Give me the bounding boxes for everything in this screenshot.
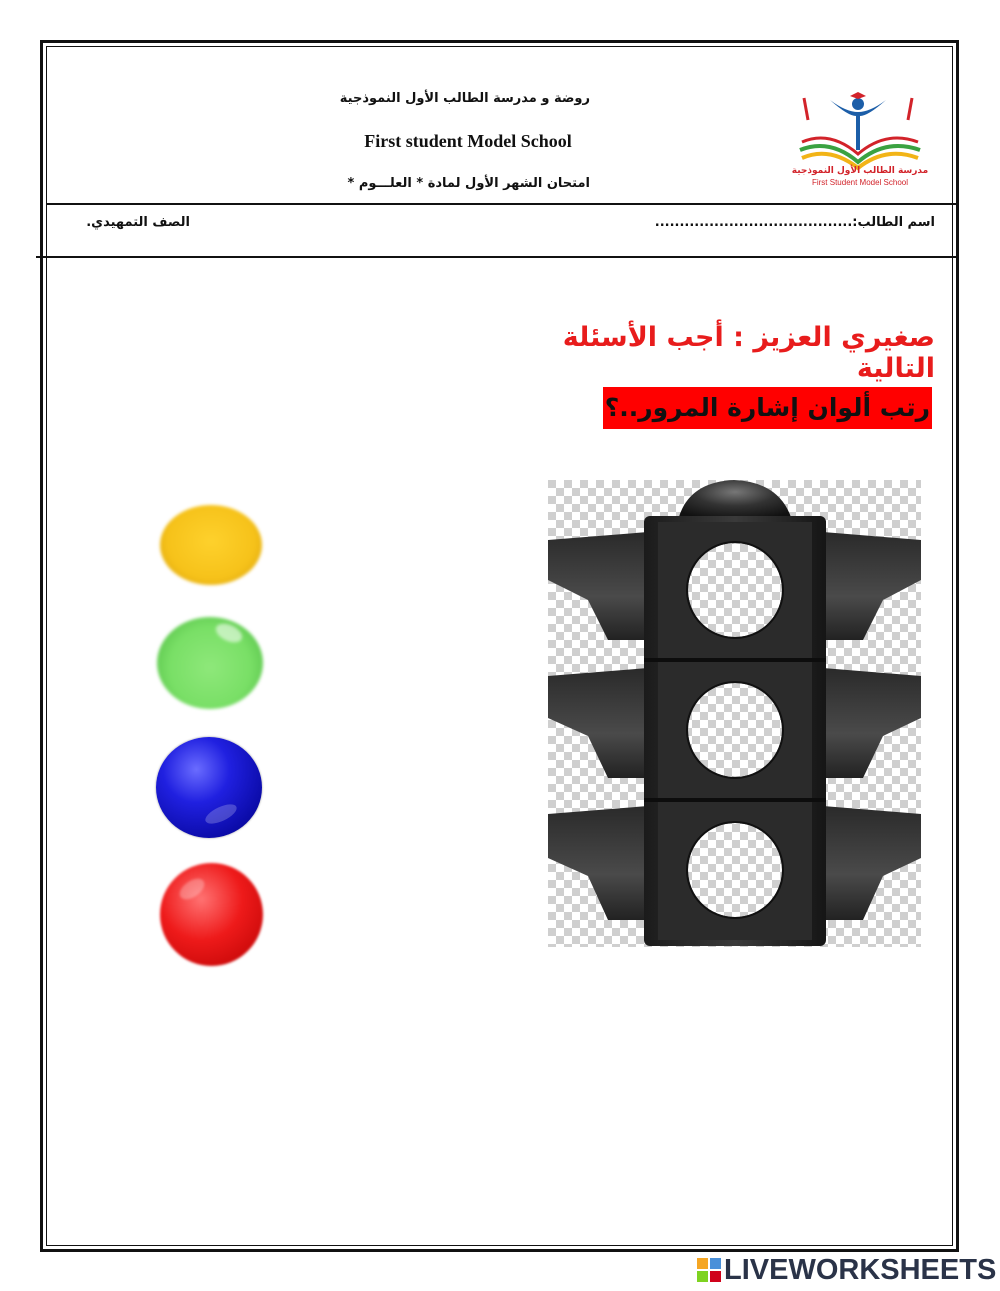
blue-light-option[interactable]: [156, 737, 262, 838]
red-light-option[interactable]: [160, 863, 263, 966]
school-name-arabic: روضة و مدرسة الطالب الأول النموذجية: [339, 91, 590, 106]
grade-label: الصف التمهيدي.: [86, 215, 190, 230]
student-name-field: اسم الطالب:........................................: [654, 215, 935, 230]
logo-caption-english: First Student Model School: [811, 178, 909, 187]
shine-highlight: [176, 874, 208, 903]
header-divider: [46, 203, 959, 205]
logo-caption-arabic: مدرسة الطالب الأول النموذجية: [791, 166, 929, 176]
school-name-english: First student Model School: [364, 131, 572, 151]
worksheet-instruction: صغيري العزيز : أجب الأسئلة التالية: [562, 322, 935, 384]
traffic-light-icon: [548, 480, 921, 947]
green-light-option[interactable]: [157, 617, 263, 709]
liveworksheets-logo-icon: [697, 1258, 721, 1282]
yellow-light-option[interactable]: [160, 505, 262, 585]
name-row-divider: [36, 256, 959, 258]
liveworksheets-brand: LIVEWORKSHEETS: [724, 1254, 997, 1286]
exam-title: امتحان الشهر الأول لمادة * العلـــوم *: [347, 176, 590, 191]
shine-highlight: [203, 800, 240, 827]
question-highlight: رتب ألوان إشارة المرور..؟: [603, 387, 932, 429]
